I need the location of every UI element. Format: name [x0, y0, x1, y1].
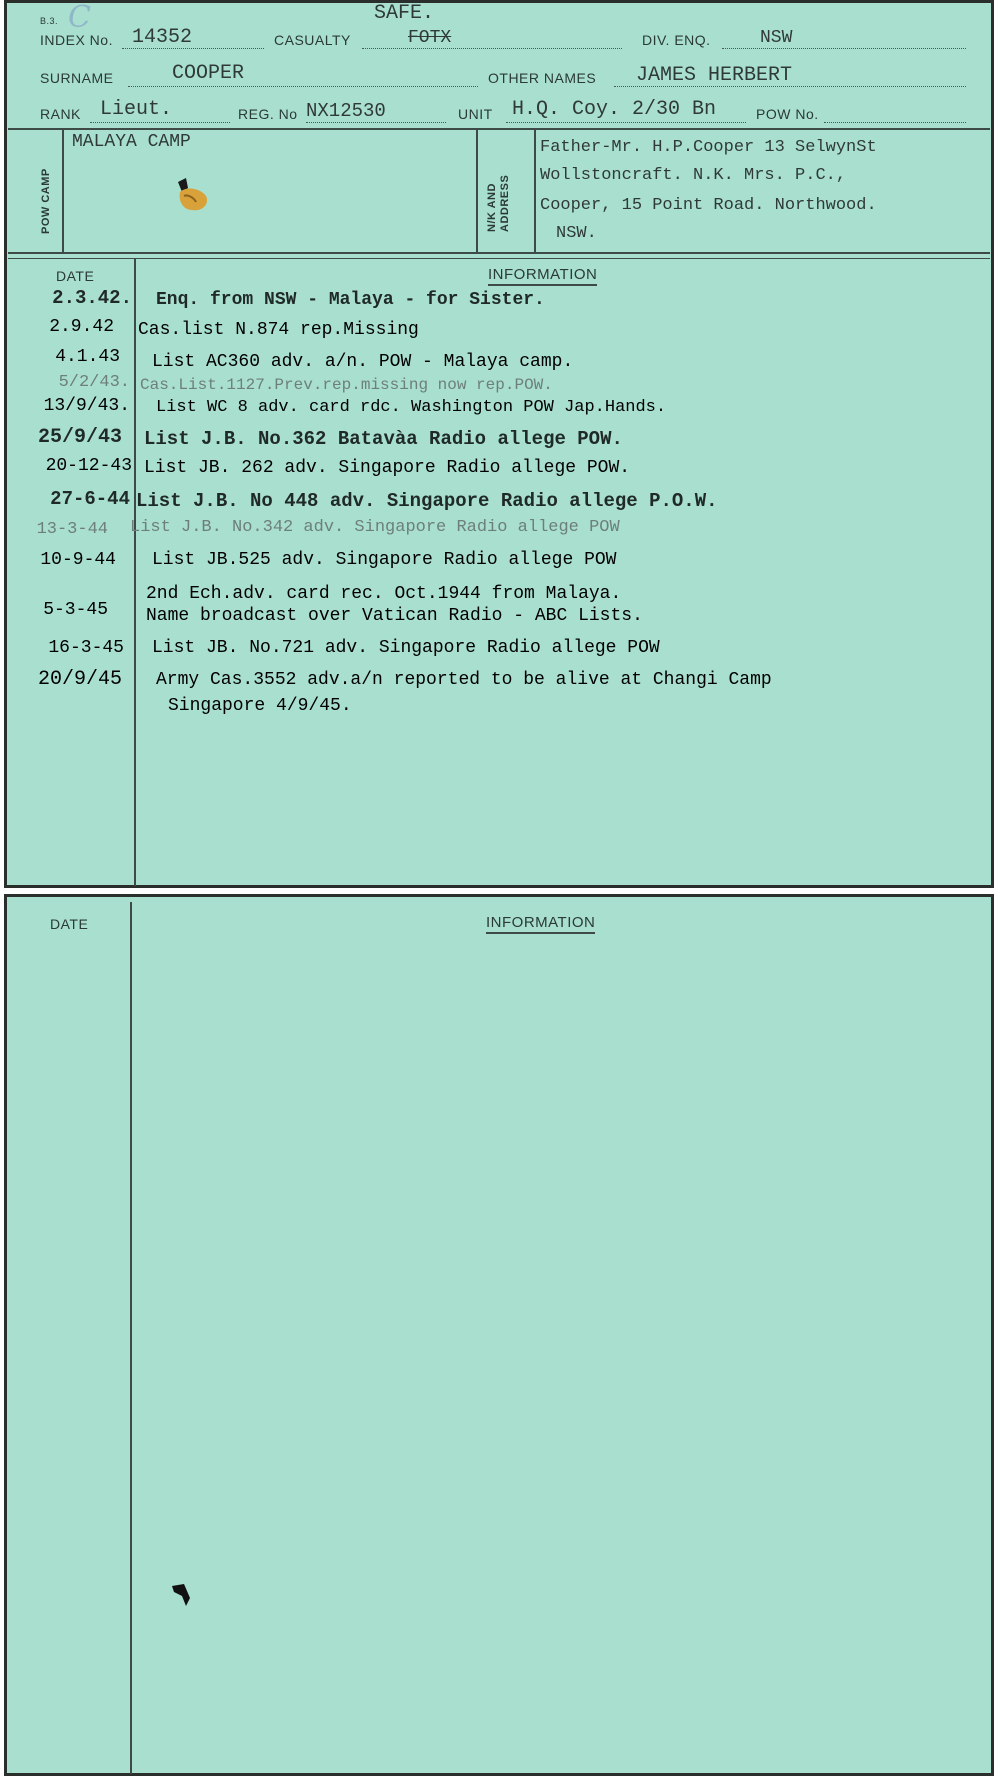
form-code: B.3.	[40, 16, 59, 26]
other-names-label: OTHER NAMES	[488, 70, 597, 86]
entry-date: 2.3.42.	[52, 287, 132, 309]
other-names-value: JAMES HERBERT	[636, 64, 793, 87]
entry-info-continued: Singapore 4/9/45.	[168, 696, 352, 716]
entry-date: 20-12-43	[45, 456, 132, 476]
entry-info: Army Cas.3552 adv.a/n reported to be alive at Changi Camp	[156, 670, 772, 690]
div-enq-value: NSW	[760, 28, 793, 48]
address-line-2: Wollstoncraft. N.K. Mrs. P.C.,	[540, 166, 847, 185]
pow-no-label: POW No.	[756, 106, 819, 122]
entry-info: List AC360 adv. a/n. POW - Malaya camp.	[152, 352, 574, 372]
stamp-mark: C	[68, 0, 91, 35]
address-line-4: NSW.	[556, 224, 597, 243]
card-back	[4, 894, 994, 1776]
reg-value: NX12530	[306, 100, 386, 122]
rank-label: RANK	[40, 106, 81, 122]
rank-value: Lieut.	[100, 98, 173, 121]
entry-date: 4.1.43	[55, 347, 120, 367]
entry-date: 13/9/43.	[43, 396, 130, 416]
index-label: INDEX No.	[40, 32, 113, 48]
entry-date: 5-3-45	[43, 600, 108, 620]
entry-info: List JB. No.721 adv. Singapore Radio allege POW	[152, 638, 660, 658]
unit-value: H.Q. Coy. 2/30 Bn	[512, 98, 717, 121]
card-front	[4, 0, 994, 888]
surname-label: SURNAME	[40, 70, 114, 86]
information-header: INFORMATION	[486, 914, 595, 934]
reg-label: REG. No	[238, 106, 298, 122]
entry-info: List JB.525 adv. Singapore Radio allege POW	[152, 550, 617, 570]
entry-date: 16-3-45	[48, 638, 124, 658]
unit-label: UNIT	[458, 106, 493, 122]
information-header: INFORMATION	[488, 266, 597, 286]
nk-address-label: N/K AND ADDRESS	[486, 174, 511, 232]
entry-info: Cas.List.1127.Prev.rep.missing now rep.POW.	[140, 376, 553, 394]
index-value: 14352	[132, 26, 193, 49]
entry-info: List J.B. No.342 adv. Singapore Radio allege POW	[130, 518, 620, 537]
entry-info: Cas.list N.874 rep.Missing	[138, 320, 419, 340]
safe-note: SAFE.	[374, 2, 435, 25]
pow-camp-label: POW CAMP	[40, 168, 52, 234]
ink-blot-icon	[170, 176, 214, 216]
surname-value: COOPER	[172, 62, 245, 85]
ink-mark-icon	[170, 1582, 194, 1610]
entry-info: List J.B. No.362 Batavàa Radio allege POW.	[144, 428, 623, 450]
casualty-value: FOTX	[408, 28, 452, 48]
entry-date: 2.9.42	[49, 317, 114, 337]
pow-camp-value: MALAYA CAMP	[72, 132, 191, 152]
address-line-3: Cooper, 15 Point Road. Northwood.	[540, 196, 877, 215]
entry-date: 10-9-44	[40, 550, 116, 570]
entry-date: 13-3-44	[36, 520, 108, 539]
div-enq-label: DIV. ENQ.	[642, 32, 711, 48]
casualty-label: CASUALTY	[274, 32, 351, 48]
date-header: DATE	[50, 916, 89, 932]
entry-date: 5/2/43.	[58, 373, 130, 392]
entry-date: 25/9/43	[37, 426, 122, 449]
entry-info: 2nd Ech.adv. card rec. Oct.1944 from Malaya.	[146, 584, 622, 604]
entry-date: 27-6-44	[50, 488, 130, 510]
date-header: DATE	[56, 268, 95, 284]
entry-info: List WC 8 adv. card rdc. Washington POW Jap.Hands.	[156, 398, 667, 417]
entry-info: List JB. 262 adv. Singapore Radio allege POW.	[144, 458, 631, 478]
entry-info: Enq. from NSW - Malaya - for Sister.	[156, 290, 545, 310]
entry-date: 20/9/45	[37, 668, 122, 691]
entry-info-continued: Name broadcast over Vatican Radio - ABC Lists.	[146, 606, 643, 626]
address-line-1: Father-Mr. H.P.Cooper 13 SelwynSt	[540, 138, 877, 157]
entry-info: List J.B. No 448 adv. Singapore Radio allege P.O.W.	[136, 490, 718, 512]
